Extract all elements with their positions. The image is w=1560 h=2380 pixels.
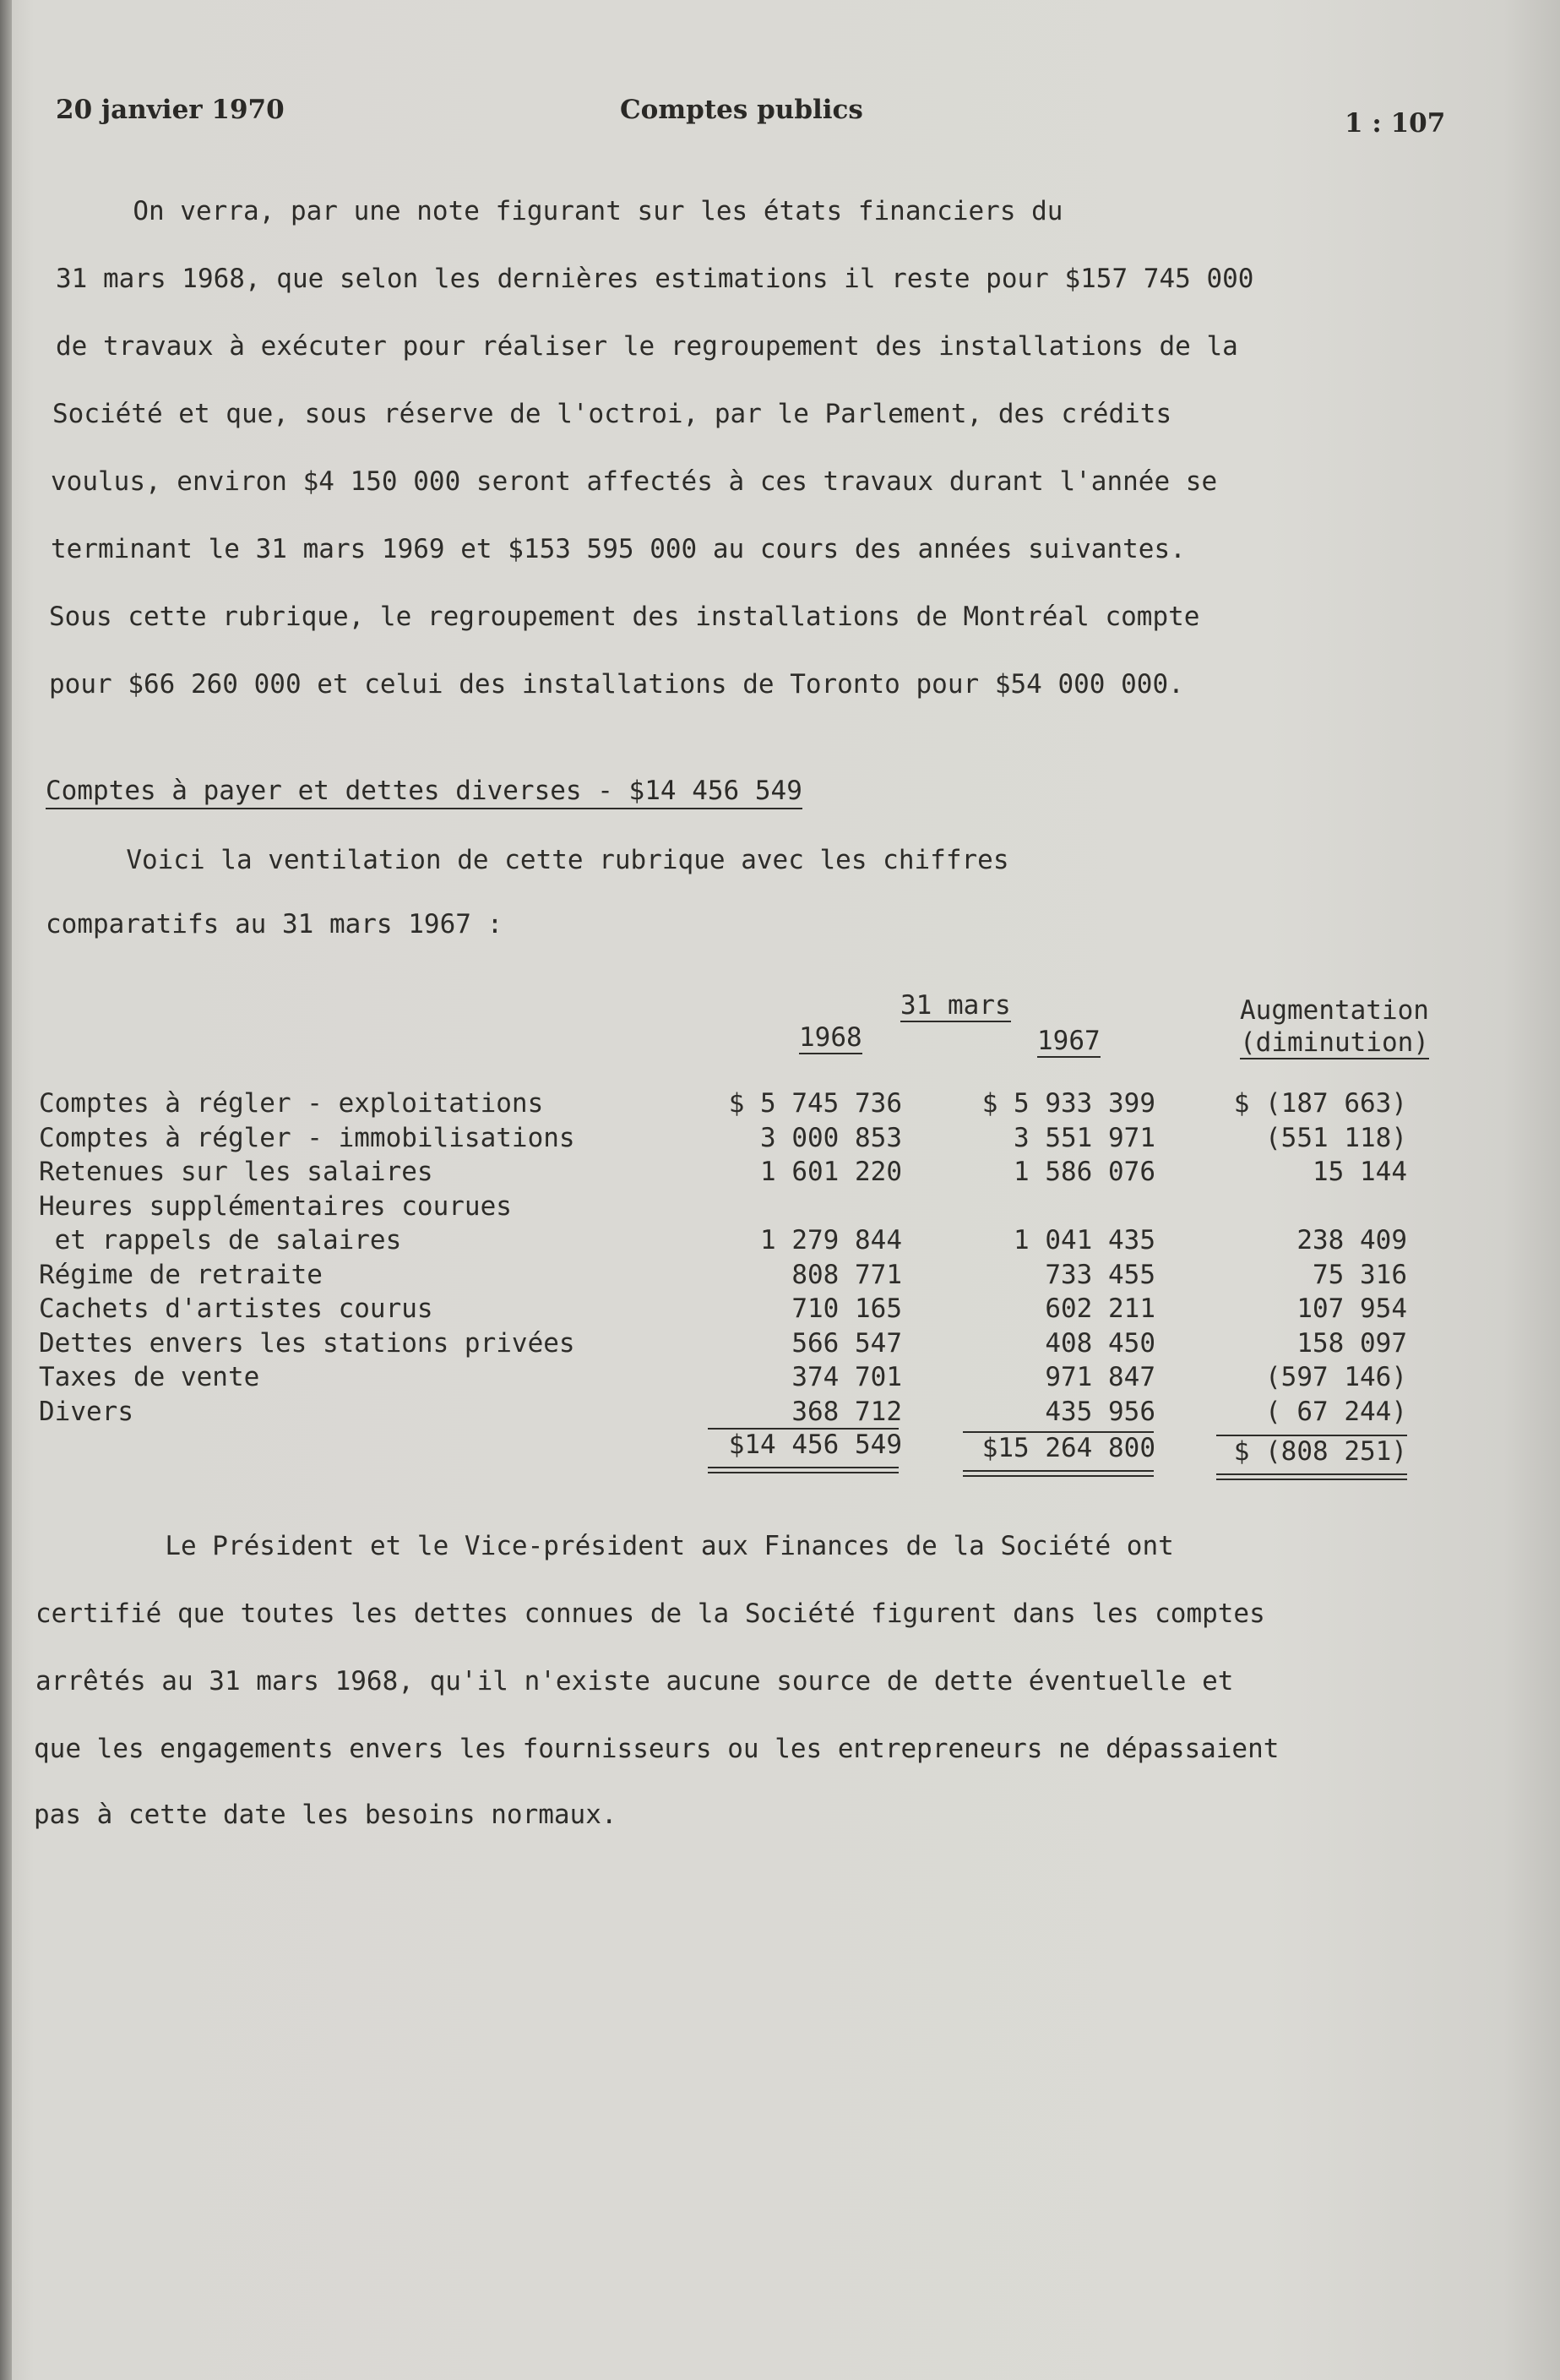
paragraph-line: certifié que toutes les dettes connues de la Société figurent dans les comptes: [35, 1598, 1265, 1629]
header-page-number: 1 : 107: [1345, 108, 1446, 139]
row-value-1968: 566 547: [791, 1328, 902, 1359]
paragraph-line: terminant le 31 mars 1969 et $153 595 000 au cours des années suivantes.: [51, 534, 1186, 564]
column-group-header: 31 mars: [900, 990, 1011, 1021]
header-date: 20 janvier 1970: [56, 95, 285, 125]
paragraph-line: Le Président et le Vice-président aux Finances de la Société ont: [86, 1531, 1174, 1561]
total-double-rule-1967-a: [963, 1470, 1154, 1472]
paragraph-line: On verra, par une note figurant sur les états financiers du: [54, 196, 1063, 226]
row-label: Divers: [39, 1397, 133, 1427]
row-value-change: (551 118): [1265, 1123, 1407, 1153]
row-value-1968: 1 279 844: [760, 1225, 902, 1255]
row-value-change: 15 144: [1313, 1157, 1407, 1187]
paragraph-line: pour $66 260 000 et celui des installations de Toronto pour $54 000 000.: [49, 669, 1184, 700]
row-value-1968: 368 712: [791, 1397, 902, 1427]
paragraph-line: comparatifs au 31 mars 1967 :: [46, 909, 503, 939]
column-header-1967: 1967: [1037, 1026, 1101, 1056]
row-label: Régime de retraite: [39, 1260, 323, 1290]
total-1968: $14 456 549: [728, 1430, 902, 1460]
total-double-rule-change-b: [1216, 1479, 1407, 1480]
column-header-change-sub: (diminution): [1240, 1027, 1429, 1058]
total-double-rule-change-a: [1216, 1473, 1407, 1475]
paragraph-line: pas à cette date les besoins normaux.: [34, 1800, 617, 1830]
paragraph-line: Société et que, sous réserve de l'octroi, par le Parlement, des crédits: [52, 399, 1172, 429]
paragraph-line: 31 mars 1968, que selon les dernières estimations il reste pour $157 745 000: [56, 264, 1254, 294]
header-title: Comptes publics: [620, 95, 863, 125]
paragraph-line: arrêtés au 31 mars 1968, qu'il n'existe aucune source de dette éventuelle et: [35, 1666, 1234, 1696]
paragraph-line: Voici la ventilation de cette rubrique avec les chiffres: [47, 845, 1009, 875]
row-value-1967: $ 5 933 399: [981, 1088, 1155, 1119]
row-label: Taxes de vente: [39, 1362, 260, 1392]
row-value-change: (597 146): [1265, 1362, 1407, 1392]
row-label: Heures supplémentaires courues: [39, 1191, 512, 1222]
row-value-1967: 602 211: [1045, 1293, 1155, 1324]
column-header-change: Augmentation: [1240, 995, 1429, 1026]
row-value-change: 75 316: [1313, 1260, 1407, 1290]
paragraph-line: voulus, environ $4 150 000 seront affectés à ces travaux durant l'année se: [51, 466, 1218, 497]
row-value-1967: 3 551 971: [1014, 1123, 1155, 1153]
row-value-1967: 435 956: [1045, 1397, 1155, 1427]
paragraph-line: que les engagements envers les fournisseurs ou les entrepreneurs ne dépassaient: [34, 1734, 1280, 1764]
row-label: Retenues sur les salaires: [39, 1157, 433, 1187]
row-value-1968: 374 701: [791, 1362, 902, 1392]
row-label: Comptes à régler - immobilisations: [39, 1123, 575, 1153]
total-1967: $15 264 800: [981, 1433, 1155, 1463]
paragraph-line: Sous cette rubrique, le regroupement des installations de Montréal compte: [49, 602, 1200, 632]
row-value-1968: 3 000 853: [760, 1123, 902, 1153]
total-double-rule-1967-b: [963, 1475, 1154, 1477]
row-value-1967: 971 847: [1045, 1362, 1155, 1392]
row-value-change: 158 097: [1296, 1328, 1407, 1359]
row-label: Cachets d'artistes courus: [39, 1293, 433, 1324]
row-label: Comptes à régler - exploitations: [39, 1088, 544, 1119]
row-label: Dettes envers les stations privées: [39, 1328, 575, 1359]
row-value-1967: 408 450: [1045, 1328, 1155, 1359]
row-label: et rappels de salaires: [39, 1225, 402, 1255]
row-value-1968: $ 5 745 736: [728, 1088, 902, 1119]
total-double-rule-1968-b: [708, 1472, 899, 1473]
row-value-change: ( 67 244): [1265, 1397, 1407, 1427]
section-heading: Comptes à payer et dettes diverses - $14 456 549: [46, 776, 802, 809]
row-value-1968: 1 601 220: [760, 1157, 902, 1187]
row-value-1968: 808 771: [791, 1260, 902, 1290]
row-value-1967: 1 041 435: [1014, 1225, 1155, 1255]
total-change: $ (808 251): [1233, 1436, 1407, 1467]
row-value-1968: 710 165: [791, 1293, 902, 1324]
row-value-change: 238 409: [1296, 1225, 1407, 1255]
total-double-rule-1968-a: [708, 1467, 899, 1468]
row-value-change: 107 954: [1296, 1293, 1407, 1324]
row-value-1967: 1 586 076: [1014, 1157, 1155, 1187]
paragraph-line: de travaux à exécuter pour réaliser le regroupement des installations de la: [56, 331, 1238, 362]
row-value-change: $ (187 663): [1233, 1088, 1407, 1119]
row-value-1967: 733 455: [1045, 1260, 1155, 1290]
column-header-1968: 1968: [799, 1022, 862, 1053]
